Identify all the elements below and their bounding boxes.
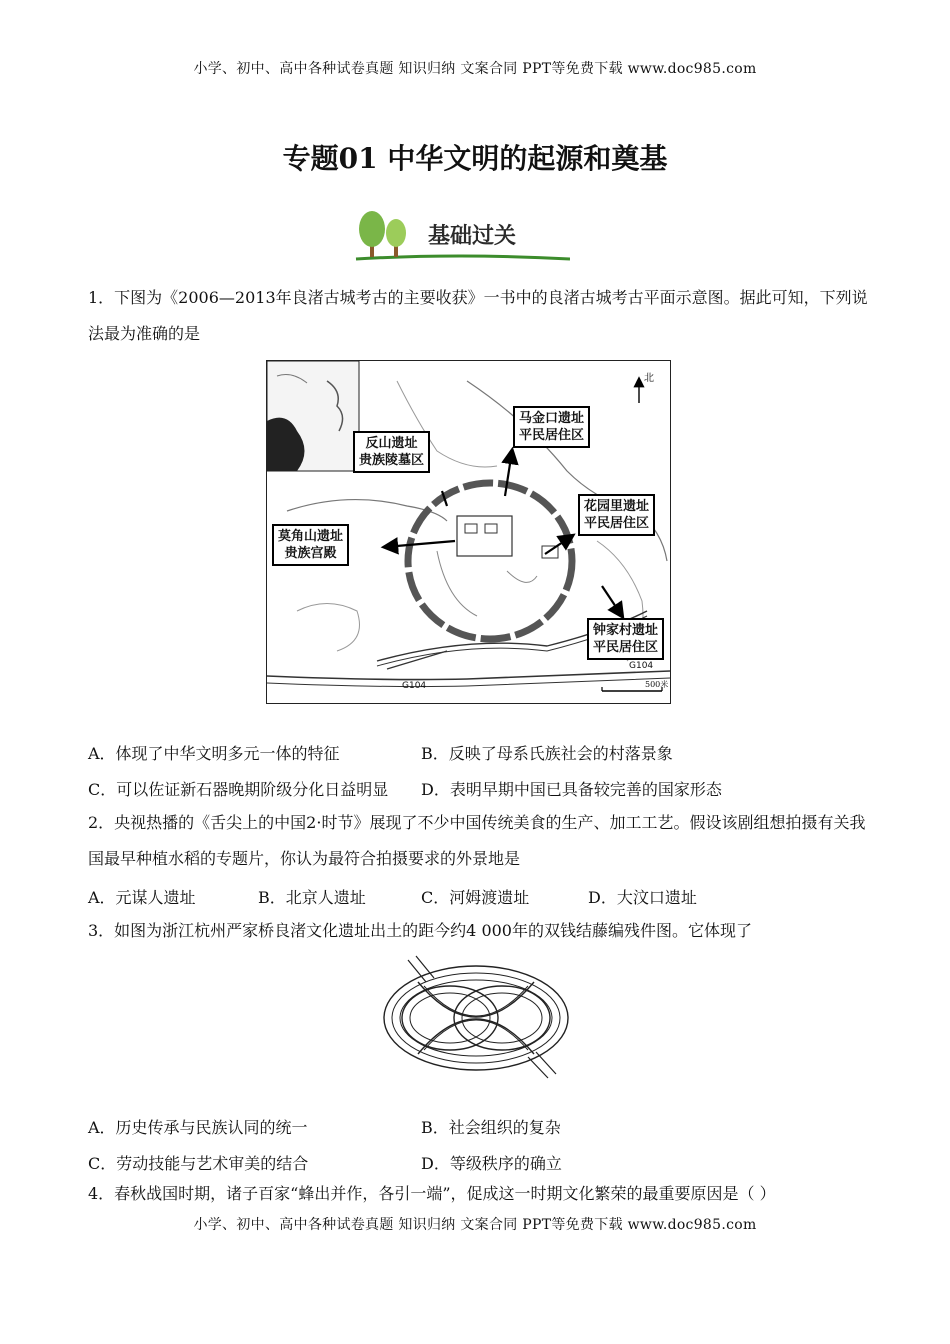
double-coin-knot-figure [378, 952, 574, 1082]
q2-option-a[interactable]: A．元谋人遗址 [88, 888, 196, 907]
map-label-majinkou [513, 406, 590, 448]
map-label-line: 平民居住区 [584, 516, 650, 531]
page-title: 专题01 中华文明的起源和奠基 [282, 142, 668, 175]
map-label-line: 莫角山遗址 [278, 529, 344, 544]
map-label-line: 马金口遗址 [519, 411, 585, 426]
liangzhu-map [266, 360, 671, 704]
section-banner [348, 207, 570, 265]
map-label-line: 贵族宫殿 [284, 546, 337, 561]
question-2-stem: 2．央视热播的《舌尖上的中国2·时节》展现了不少中国传统美食的生产、加工工艺。假设该剧组想拍摄有关我国最早种植水稻的专题片，你认为最符合拍摄要求的外景地是 [88, 813, 866, 868]
map-label-mojiaoshan [272, 524, 349, 566]
q2-option-b[interactable]: B．北京人遗址 [258, 888, 366, 907]
section-banner-label: 基础过关 [428, 224, 517, 249]
map-label-line: 平民居住区 [519, 428, 585, 443]
q3-option-d[interactable]: D．等级秩序的确立 [421, 1154, 562, 1173]
question-1-stem: 1．下图为《2006—2013年良渚古城考古的主要收获》一书中的良渚古城考古平面示意图。据此可知，下列说法最为准确的是 [88, 288, 868, 343]
map-label-line: 花园里遗址 [584, 499, 650, 514]
q2-option-d[interactable]: D．大汶口遗址 [588, 888, 697, 907]
road-label-east: G104 [629, 661, 654, 671]
q1-option-b[interactable]: B．反映了母系氏族社会的村落景象 [421, 744, 673, 763]
q3-option-c[interactable]: C．劳动技能与艺术审美的结合 [88, 1154, 309, 1173]
q1-option-a[interactable]: A．体现了中华文明多元一体的特征 [88, 744, 340, 763]
q1-option-d[interactable]: D．表明早期中国已具备较完善的国家形态 [421, 780, 722, 799]
map-label-fanshan [353, 431, 430, 473]
scale-label: 500米 [645, 680, 669, 689]
road-label-west: G104 [402, 681, 427, 691]
q1-option-c[interactable]: C．可以佐证新石器晚期阶级分化日益明显 [88, 780, 389, 799]
map-label-huayuanli [578, 494, 655, 536]
q3-option-a[interactable]: A．历史传承与民族认同的统一 [88, 1118, 308, 1137]
map-label-line: 反山遗址 [365, 436, 418, 451]
q2-option-c[interactable]: C．河姆渡遗址 [421, 888, 530, 907]
question-3-stem: 3．如图为浙江杭州严家桥良渚文化遗址出土的距今约4 000年的双钱结藤编残件图。它体现了 [88, 921, 752, 940]
map-label-zhongjiacun [587, 618, 664, 660]
map-label-line: 贵族陵墓区 [359, 453, 425, 468]
map-label-line: 平民居住区 [593, 640, 659, 655]
north-label: 北 [644, 373, 654, 384]
map-label-line: 钟家村遗址 [593, 623, 659, 638]
page-header: 小学、初中、高中各种试卷真题 知识归纳 文案合同 PPT等免费下载 www.doc985.com [193, 61, 757, 77]
q3-option-b[interactable]: B．社会组织的复杂 [421, 1118, 561, 1137]
page-footer: 小学、初中、高中各种试卷真题 知识归纳 文案合同 PPT等免费下载 www.doc985.com [193, 1217, 757, 1233]
question-4-stem: 4．春秋战国时期，诸子百家“蜂出并作，各引一端”，促成这一时期文化繁荣的最重要原因是（ ） [88, 1184, 776, 1203]
